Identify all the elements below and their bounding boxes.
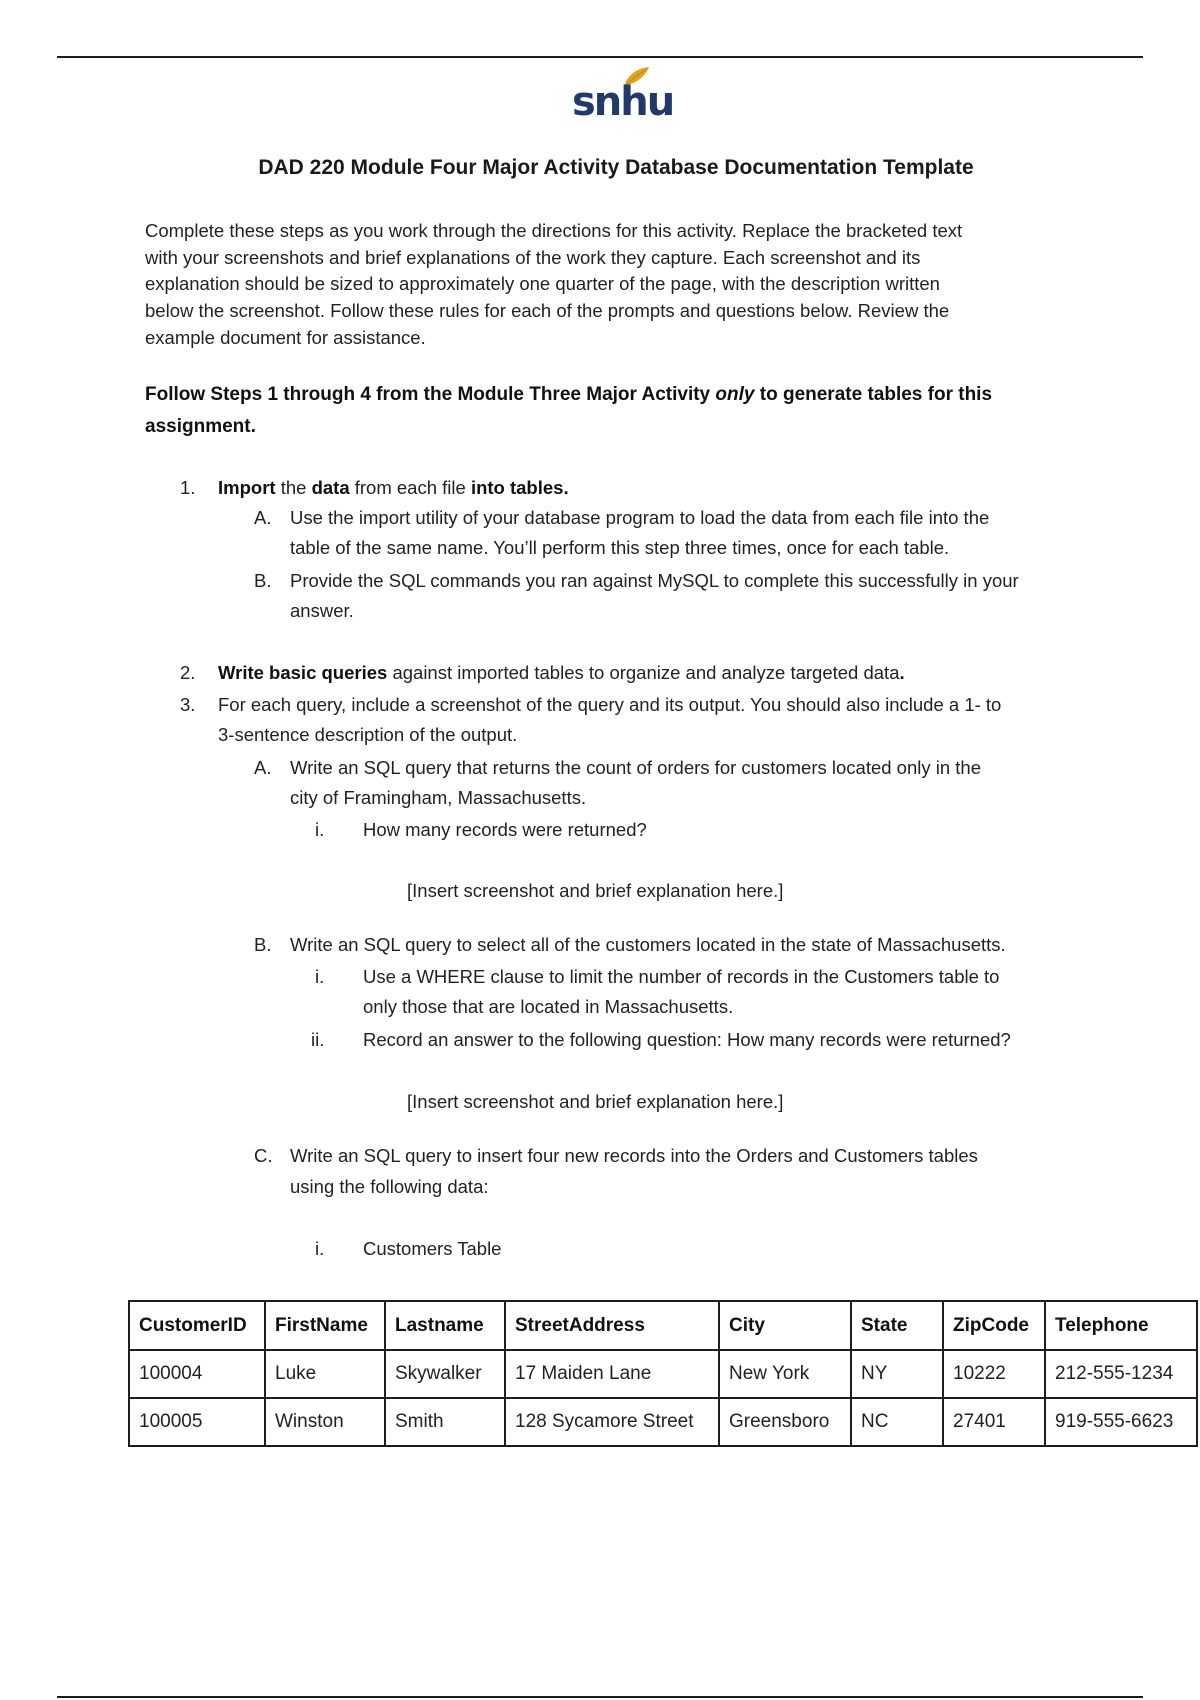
column-header: State — [851, 1301, 943, 1350]
item-3c-line: Write an SQL query to insert four new records into the Orders and Customers tables — [290, 1145, 978, 1166]
item-3c-line: using the following data: — [290, 1176, 489, 1197]
document-title: DAD 220 Module Four Major Activity Database Documentation Template — [258, 156, 974, 179]
list-number: 2. — [180, 662, 196, 683]
list-marker: i. — [315, 966, 325, 987]
list-number: 1. — [180, 477, 196, 498]
list-marker: B. — [254, 934, 272, 955]
customers-table — [128, 1300, 1198, 1447]
table-cell: 212-555-1234 — [1045, 1350, 1197, 1398]
table-cell: 919-555-6623 — [1045, 1398, 1197, 1446]
logo-wordmark: snhu — [572, 79, 674, 125]
column-header: Telephone — [1045, 1301, 1197, 1350]
table-cell: Smith — [385, 1398, 505, 1446]
steps-note-line: assignment. — [145, 416, 256, 437]
table-cell: 100004 — [129, 1350, 265, 1398]
item-1a-line: Use the import utility of your database program to load the data from each file into the — [290, 507, 990, 528]
item-3b-line: Write an SQL query to select all of the customers located in the state of Massachusetts. — [290, 934, 1006, 955]
table-cell: NC — [851, 1398, 943, 1446]
table-cell: Skywalker — [385, 1350, 505, 1398]
item-3a-line: city of Framingham, Massachusetts. — [290, 787, 587, 808]
item-3-line: For each query, include a screenshot of the query and its output. You should also include a 1- to — [218, 694, 1002, 715]
column-header: ZipCode — [943, 1301, 1045, 1350]
table-cell: New York — [719, 1350, 851, 1398]
table-row — [129, 1350, 1197, 1398]
item-3c-i-line: Customers Table — [363, 1238, 502, 1259]
item-1a-line: table of the same name. You’ll perform this step three times, once for each table. — [290, 537, 950, 558]
table-cell: 17 Maiden Lane — [505, 1350, 719, 1398]
intro-line: with your screenshots and brief explanations of the work they capture. Each screenshot and its — [145, 246, 921, 268]
table-cell: NY — [851, 1350, 943, 1398]
item-1b-line: answer. — [290, 600, 354, 621]
table-cell: 27401 — [943, 1398, 1045, 1446]
item-3b-ii-line: Record an answer to the following question: How many records were returned? — [363, 1029, 1011, 1050]
table-cell: Winston — [265, 1398, 385, 1446]
item-3b-i-line: only those that are located in Massachusetts. — [363, 996, 734, 1017]
table-cell: 10222 — [943, 1350, 1045, 1398]
table-cell: 128 Sycamore Street — [505, 1398, 719, 1446]
item-1b-line: Provide the SQL commands you ran against MySQL to complete this successfully in your — [290, 570, 1019, 591]
intro-line: example document for assistance. — [145, 326, 426, 348]
intro-line: Complete these steps as you work through the directions for this activity. Replace the bracketed text — [145, 220, 963, 241]
item-3b-i-line: Use a WHERE clause to limit the number of records in the Customers table to — [363, 966, 1000, 987]
steps-note-line: Follow Steps 1 through 4 from the Module Three Major Activity only to generate tables for this — [145, 384, 993, 405]
list-marker: C. — [254, 1145, 273, 1166]
intro-line: explanation should be sized to approximately one quarter of the page, with the description written — [145, 273, 940, 295]
column-header: CustomerID — [129, 1301, 265, 1350]
screenshot-placeholder: [Insert screenshot and brief explanation here.] — [407, 1091, 784, 1112]
table-header-row — [129, 1301, 1197, 1350]
intro-line: below the screenshot. Follow these rules for each of the prompts and questions below. Review the — [145, 300, 950, 322]
column-header: FirstName — [265, 1301, 385, 1350]
list-marker: ii. — [311, 1029, 325, 1050]
list-marker: i. — [315, 819, 325, 840]
intro-paragraph — [145, 218, 1085, 352]
screenshot-placeholder: [Insert screenshot and brief explanation here.] — [407, 880, 784, 901]
steps-note — [145, 379, 1045, 443]
item-3-line: 3-sentence description of the output. — [218, 724, 518, 745]
table-cell: Luke — [265, 1350, 385, 1398]
table-cell: 100005 — [129, 1398, 265, 1446]
item-1-heading: Import the data from each file into tables. — [218, 477, 569, 498]
table-cell: Greensboro — [719, 1398, 851, 1446]
list-marker: i. — [315, 1238, 325, 1259]
column-header: Lastname — [385, 1301, 505, 1350]
column-header: StreetAddress — [505, 1301, 719, 1350]
table-row — [129, 1398, 1197, 1446]
header-rule — [57, 56, 1143, 58]
column-header: City — [719, 1301, 851, 1350]
item-2-line: Write basic queries against imported tables to organize and analyze targeted data. — [218, 662, 905, 683]
footer-rule — [57, 1696, 1143, 1698]
item-3a-i-line: How many records were returned? — [363, 819, 647, 840]
list-marker: A. — [254, 507, 272, 528]
list-marker: B. — [254, 570, 272, 591]
list-marker: A. — [254, 757, 272, 778]
list-number: 3. — [180, 694, 196, 715]
item-3a-line: Write an SQL query that returns the count of orders for customers located only in the — [290, 757, 982, 778]
snhu-logo — [568, 66, 674, 128]
